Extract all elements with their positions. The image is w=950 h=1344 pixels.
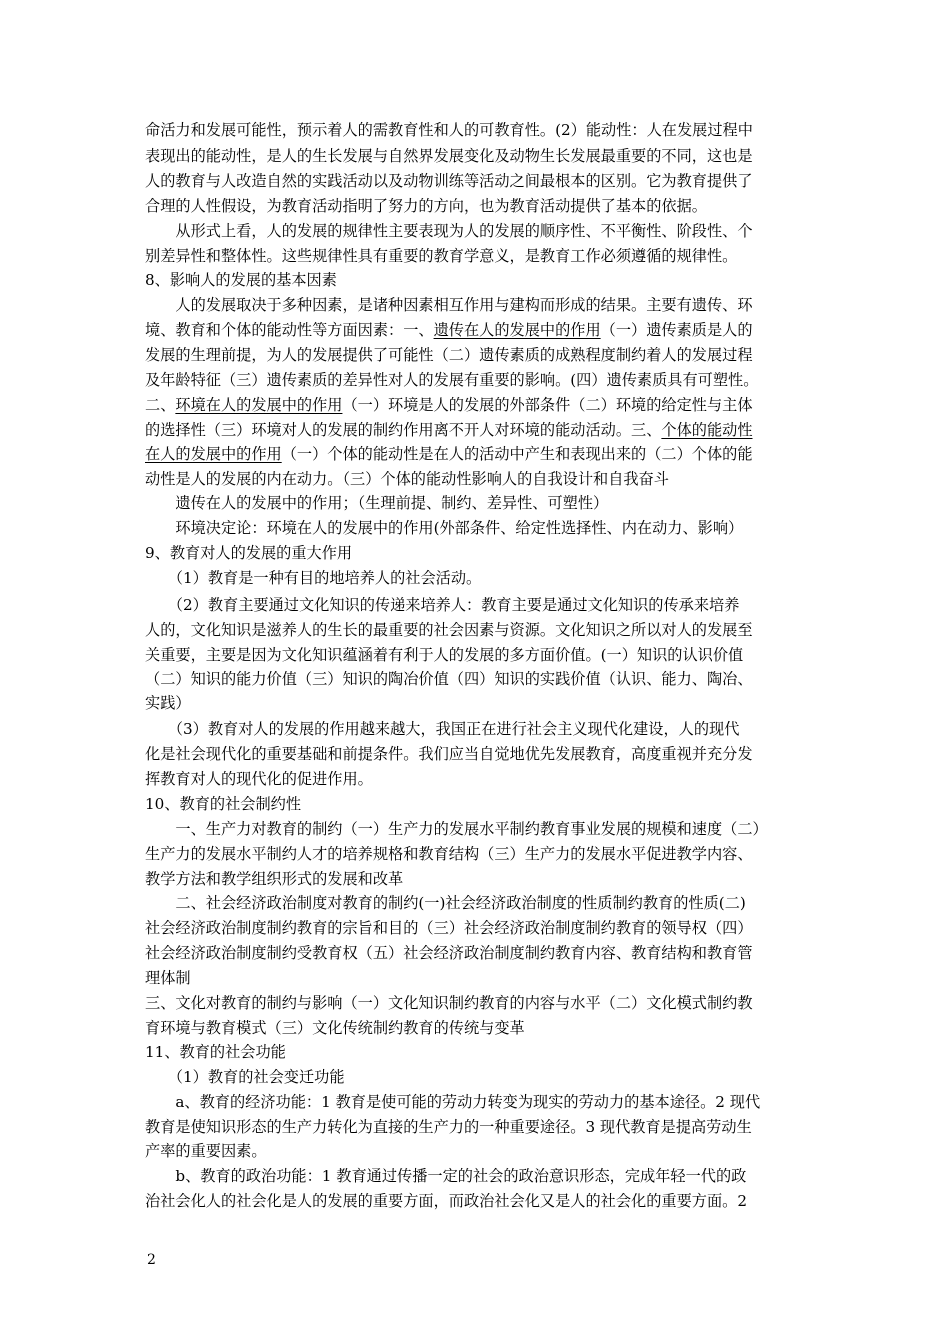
section-heading: 10、教育的社会制约性 [145, 795, 302, 813]
text-line: 化是社会现代化的重要基础和前提条件。我们应当自觉地优先发展教育，高度重视并充分发 [145, 745, 753, 763]
text-line: 生产力的发展水平制约人才的培养规格和教育结构（三）生产力的发展水平促进教学内容、 [145, 845, 753, 863]
text-line [145, 441, 753, 467]
text-run: （一）环境是人的发展的外部条件（二）环境的给定性与主体 [342, 396, 753, 414]
text-line [145, 392, 753, 418]
text-run: 的选择性（三）环境对人的发展的制约作用离不开人对环境的能动活动。三、 [145, 421, 662, 439]
text-line: 别差异性和整体性。这些规律性具有重要的教育学意义，是教育工作必须遵循的规律性。 [145, 247, 738, 265]
text-line: 理体制 [145, 969, 191, 987]
text-line: 二、社会经济政治制度对教育的制约(一)社会经济政治制度的性质制约教育的性质(二) [145, 894, 746, 912]
text-run: 二、 [145, 396, 176, 414]
text-line: 挥教育对人的现代化的促进作用。 [145, 770, 373, 788]
text-run: （一）个体的能动性是在人的活动中产生和表现出来的（二）个体的能 [281, 445, 753, 463]
underlined-phrase: 环境在人的发展中的作用 [175, 396, 343, 414]
page-number: 2 [147, 1252, 156, 1268]
text-line: a、教育的经济功能：1 教育是使可能的劳动力转变为现实的劳动力的基本途径。2 现代 [145, 1093, 761, 1111]
text-line: 社会经济政治制度制约教育的宗旨和目的（三）社会经济政治制度制约教育的领导权（四） [145, 919, 753, 937]
text-line: 教育是使知识形态的生产力转化为直接的生产力的一种重要途径。3 现代教育是提高劳动生 [145, 1118, 752, 1136]
text-line: 人的，文化知识是滋养人的生长的最重要的社会因素与资源。文化知识之所以对人的发展至 [145, 621, 753, 639]
underlined-phrase: 个体的能动性 [661, 421, 753, 439]
text-line: 一、生产力对教育的制约（一）生产力的发展水平制约教育事业发展的规模和速度（二） [145, 820, 768, 838]
text-line: 关重要，主要是因为文化知识蕴涵着有利于人的发展的多方面价值。(一）知识的认识价值 [145, 646, 744, 664]
underlined-phrase: 在人的发展中的作用 [145, 445, 282, 463]
text-line: 环境决定论：环境在人的发展中的作用(外部条件、给定性选择性、内在动力、影响） [145, 519, 744, 537]
text-line: 表现出的能动性，是人的生长发展与自然界发展变化及动物生长发展最重要的不同，这也是 [145, 147, 753, 165]
section-heading: 11、教育的社会功能 [145, 1043, 286, 1061]
text-line: 从形式上看，人的发展的规律性主要表现为人的发展的顺序性、不平衡性、阶段性、个 [145, 222, 753, 240]
text-line: 发展的生理前提，为人的发展提供了可能性（二）遗传素质的成熟程度制约着人的发展过程 [145, 346, 753, 364]
text-line: 合理的人性假设，为教育活动指明了努力的方向，也为教育活动提供了基本的依据。 [145, 197, 707, 215]
text-line: 社会经济政治制度制约受教育权（五）社会经济政治制度制约教育内容、教育结构和教育管 [145, 944, 753, 962]
text-line [145, 417, 753, 443]
text-line: 人的发展取决于多种因素，是诸种因素相互作用与建构而形成的结果。主要有遗传、环 [145, 296, 753, 314]
text-line: 教学方法和教学组织形式的发展和改革 [145, 870, 404, 888]
text-line: （二）知识的能力价值（三）知识的陶冶价值（四）知识的实践价值（认识、能力、陶冶、 [145, 670, 753, 688]
underlined-phrase: 遗传在人的发展中的作用 [433, 321, 601, 339]
text-line: 遗传在人的发展中的作用；（生理前提、制约、差异性、可塑性） [145, 494, 609, 512]
section-heading: 9、教育对人的发展的重大作用 [145, 544, 353, 562]
text-line: b、教育的政治功能：1 教育通过传播一定的社会的政治意识形态，完成年轻一代的政 [145, 1167, 747, 1185]
text-line: 产率的重要因素。 [145, 1142, 267, 1160]
text-line: （2）教育主要通过文化知识的传递来培养人：教育主要是通过文化知识的传承来培养 [145, 596, 740, 614]
text-line: 命活力和发展可能性，预示着人的需教育性和人的可教育性。(2）能动性：人在发展过程中 [145, 121, 753, 139]
text-line: 动性是人的发展的内在动力。（三）个体的能动性影响人的自我设计和自我奋斗 [145, 470, 669, 488]
text-line [145, 317, 753, 343]
text-run: 境、教育和个体的能动性等方面因素：一、 [145, 321, 434, 339]
text-line: 及年龄特征（三）遗传素质的差异性对人的发展有重要的影响。(四）遗传素质具有可塑性。 [145, 371, 759, 389]
text-line: （1）教育的社会变迁功能 [145, 1068, 345, 1086]
text-line: （3）教育对人的发展的作用越来越大，我国正在进行社会主义现代化建设，人的现代 [145, 720, 740, 738]
text-run: （一）遗传素质是人的 [600, 321, 753, 339]
text-line: 人的教育与人改造自然的实践活动以及动物训练等活动之间最根本的区别。它为教育提供了 [145, 172, 753, 190]
section-heading: 8、影响人的发展的基本因素 [145, 271, 337, 289]
text-line: 三、文化对教育的制约与影响（一）文化知识制约教育的内容与水平（二）文化模式制约教 [145, 994, 753, 1012]
text-line: （1）教育是一种有目的地培养人的社会活动。 [145, 569, 482, 587]
text-line: 育环境与教育模式（三）文化传统制约教育的传统与变革 [145, 1019, 525, 1037]
text-line: 治社会化人的社会化是人的发展的重要方面，而政治社会化又是人的社会化的重要方面。2 [145, 1192, 747, 1210]
text-line: 实践） [145, 694, 191, 712]
